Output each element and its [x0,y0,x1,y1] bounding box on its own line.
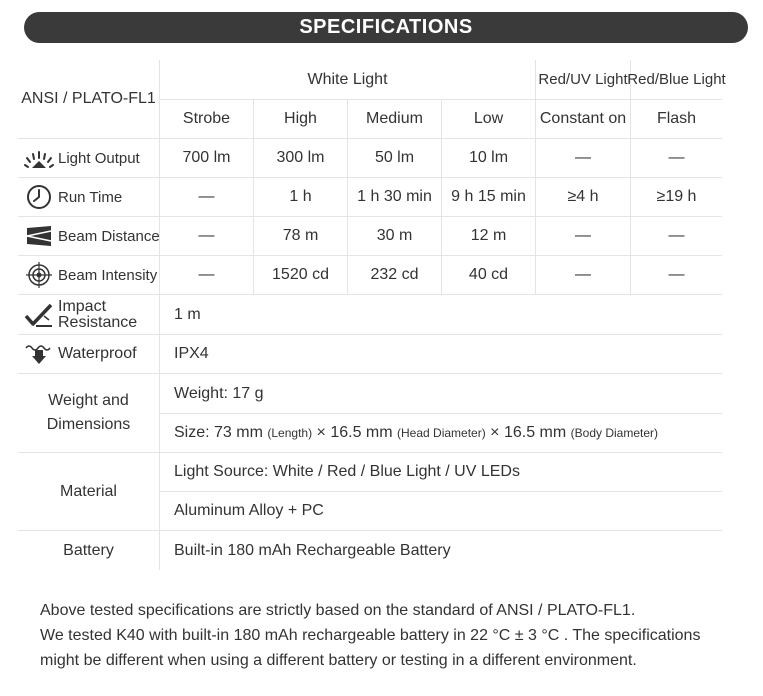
run-time-low: 9 h 15 min [441,178,535,217]
beam-intensity-low: 40 cd [441,256,535,295]
run-time-label: Run Time [18,178,159,217]
waterproof-value: IPX4 [159,335,722,374]
note-line-1: Above tested specifications are strictly based on the standard of ANSI / PLATO-FL1. [40,602,636,619]
light-output-medium: 50 lm [347,139,441,178]
light-output-constant: — [535,139,630,178]
note-line-3: might be different when using a different battery or testing in a different environment. [40,652,637,669]
beam-intensity-medium: 232 cd [347,256,441,295]
beam-distance-constant: — [535,217,630,256]
beam-distance-high: 78 m [253,217,347,256]
beam-distance-strobe: — [159,217,253,256]
impact-label: Impact Resistance [18,295,159,335]
beam-distance-icon [24,221,54,251]
material-light-source: Light Source: White / Red / Blue Light / UV LEDs [159,453,722,492]
light-output-strobe: 700 lm [159,139,253,178]
mode-high: High [253,100,347,139]
light-output-flash: — [630,139,722,178]
note-line-2: We tested K40 with built-in 180 mAh rechargeable battery in 22 °C ± 3 °C . The specifications [40,627,701,644]
light-output-label: Light Output [18,139,159,178]
beam-intensity-strobe: — [159,256,253,295]
waterproof-icon [24,339,54,369]
run-time-medium: 1 h 30 min [347,178,441,217]
light-output-low: 10 lm [441,139,535,178]
test-notes [40,598,740,673]
clock-icon [24,182,54,212]
weight-dimensions-label: Weight and Dimensions [18,374,159,453]
run-time-flash: ≥19 h [630,178,722,217]
size-value: Size: 73 mm (Length) × 16.5 mm (Head Diameter) × 16.5 mm (Body Diameter) [159,414,722,453]
material-body: Aluminum Alloy + PC [159,492,722,531]
standard-header: ANSI / PLATO-FL1 [18,60,159,139]
mode-low: Low [441,100,535,139]
battery-value: Built-in 180 mAh Rechargeable Battery [159,531,722,570]
spec-table [18,60,726,570]
beam-intensity-constant: — [535,256,630,295]
material-label: Material [18,453,159,531]
impact-icon [24,300,54,330]
beam-distance-flash: — [630,217,722,256]
beam-distance-medium: 30 m [347,217,441,256]
run-time-strobe: — [159,178,253,217]
light-output-high: 300 lm [253,139,347,178]
beam-intensity-label: Beam Intensity [18,256,159,295]
specifications-banner: SPECIFICATIONS [24,12,748,43]
target-icon [24,260,54,290]
weight-value: Weight: 17 g [159,374,722,414]
mode-constant-on: Constant on [535,100,630,139]
waterproof-label: Waterproof [18,335,159,374]
beam-distance-low: 12 m [441,217,535,256]
impact-value: 1 m [159,295,722,335]
beam-distance-label: Beam Distance [18,217,159,256]
mode-flash: Flash [630,100,722,139]
mode-strobe: Strobe [159,100,253,139]
run-time-high: 1 h [253,178,347,217]
run-time-constant: ≥4 h [535,178,630,217]
red-uv-header: Red/UV Light [535,60,630,100]
beam-intensity-flash: — [630,256,722,295]
white-light-header: White Light [159,60,535,100]
mode-medium: Medium [347,100,441,139]
beam-intensity-high: 1520 cd [253,256,347,295]
light-output-icon [24,143,54,173]
red-blue-header: Red/Blue Light [630,60,722,100]
battery-label: Battery [63,541,114,559]
